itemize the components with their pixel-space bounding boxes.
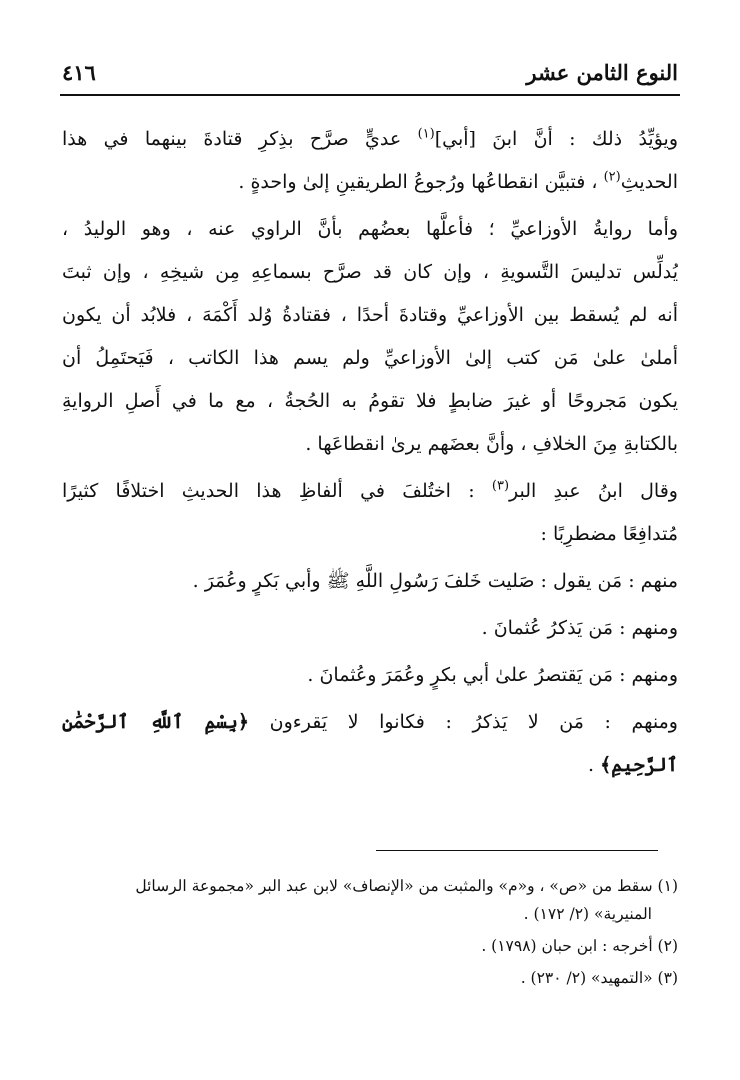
footnote-line: المنيرية» (٢/ ١٧٢) .	[523, 905, 652, 923]
paragraph-line: وأما روايةُ الأوزاعيِّ ؛ فأعلَّها بعضُهم بأنَّ الراوي عنه ، وهو الوليدُ ،	[62, 218, 678, 240]
paragraph-line: يُدلِّس تدليسَ التَّسويةِ ، وإن كان قد صرَّح بسماعِهِ مِن شيخِهِ ، وإن ثبتَ	[62, 261, 678, 283]
paragraph-line: أنه لم يُسقط بين الأوزاعيِّ وقتادةَ أحدًا ، فقتادةُ وُلد أَكْمَهَ ، فلابُد أن يكون	[62, 304, 678, 326]
running-title: النوع الثامن عشر	[526, 60, 678, 85]
footnotes	[62, 872, 678, 996]
paragraph-1	[62, 118, 678, 204]
footnote-3	[62, 964, 678, 992]
paragraph-line: ومنهم : مَن يَقتصرُ علىٰ أبي بكرٍ وعُمَرَ وعُثمانَ .	[307, 664, 678, 686]
footnote-line: (٣) «التمهيد» (٢/ ٢٣٠) .	[520, 969, 678, 987]
footnote-marker[interactable]: (٣)	[491, 478, 510, 494]
paragraph-line: ومنهم : مَن لا يَذكرُ : فكانوا لا يَقرءون ﴿بِسْمِ ٱللَّهِ ٱلرَّحْمَٰنِ	[62, 711, 678, 733]
paragraph-line: وقال ابنُ عبدِ البر$^{(٣)}$ : اختُلفَ في ألفاظِ هذا الحديثِ اختلافًا كثيرًا	[62, 478, 678, 502]
page-header	[62, 58, 678, 94]
paragraph-3	[62, 470, 678, 556]
quran-verse: ٱلرَّحِيمِ﴾	[600, 754, 678, 776]
paragraph-line: ٱلرَّحِيمِ﴾ .	[587, 754, 678, 776]
paragraph-5	[62, 607, 678, 650]
paragraph-line: يكون مَجروحًا أو غيرَ ضابطٍ فلا تقومُ به الحُجةُ ، مع ما في أَصلِ الروايةِ	[62, 390, 678, 412]
page-number: ٤١٦	[62, 60, 96, 85]
footnote-marker[interactable]: (١)	[417, 126, 435, 142]
paragraph-line: أملىٰ علىٰ مَن كتب إلىٰ الأوزاعيِّ ولم يسم هذا الكاتب ، فَيَحتَمِلُ أن	[62, 347, 678, 369]
footnote-1	[62, 872, 678, 928]
quran-verse: ﴿بِسْمِ ٱللَّهِ ٱلرَّحْمَٰنِ	[62, 711, 250, 733]
header-rule	[60, 94, 680, 96]
paragraph-line: الحديثِ$^{(٢)}$ ، فتبيَّن انقطاعُها ورُجوعُ الطريقينِ إلىٰ واحدةٍ .	[238, 169, 678, 193]
paragraph-line: مُتدافِعًا مضطرِبًا :	[540, 523, 678, 545]
footnote-2	[62, 932, 678, 960]
paragraph-line: ويؤيِّدُ ذلك : أنَّ ابنَ [أبي]$^{(١)}$ عديٍّ صرَّح بذِكرِ قتادةَ بينهما في هذا	[62, 126, 678, 150]
paragraph-6	[62, 654, 678, 697]
footnote-marker[interactable]: (٢)	[603, 169, 621, 185]
footnote-line: (١) سقط من «ص» ، و«م» والمثبت من «الإنصاف» لابن عبد البر «مجموعة الرسائل	[135, 877, 678, 895]
footnote-rule	[376, 850, 658, 851]
paragraph-4	[62, 560, 678, 603]
paragraph-7	[62, 701, 678, 787]
paragraph-2	[62, 208, 678, 466]
paragraph-line: ومنهم : مَن يَذكرُ عُثمانَ .	[481, 617, 678, 639]
footnote-line: (٢) أخرجه : ابن حبان (١٧٩٨) .	[481, 937, 678, 955]
paragraph-line: منهم : مَن يقول : صَليت خَلفَ رَسُولِ اللَّهِ ﷺ وأبي بَكرٍ وعُمَرَ .	[192, 570, 678, 592]
paragraph-line: بالكتابةِ مِنَ الخلافِ ، وأنَّ بعضَهم يرىٰ انقطاعَها .	[305, 433, 678, 455]
main-text	[62, 118, 678, 791]
